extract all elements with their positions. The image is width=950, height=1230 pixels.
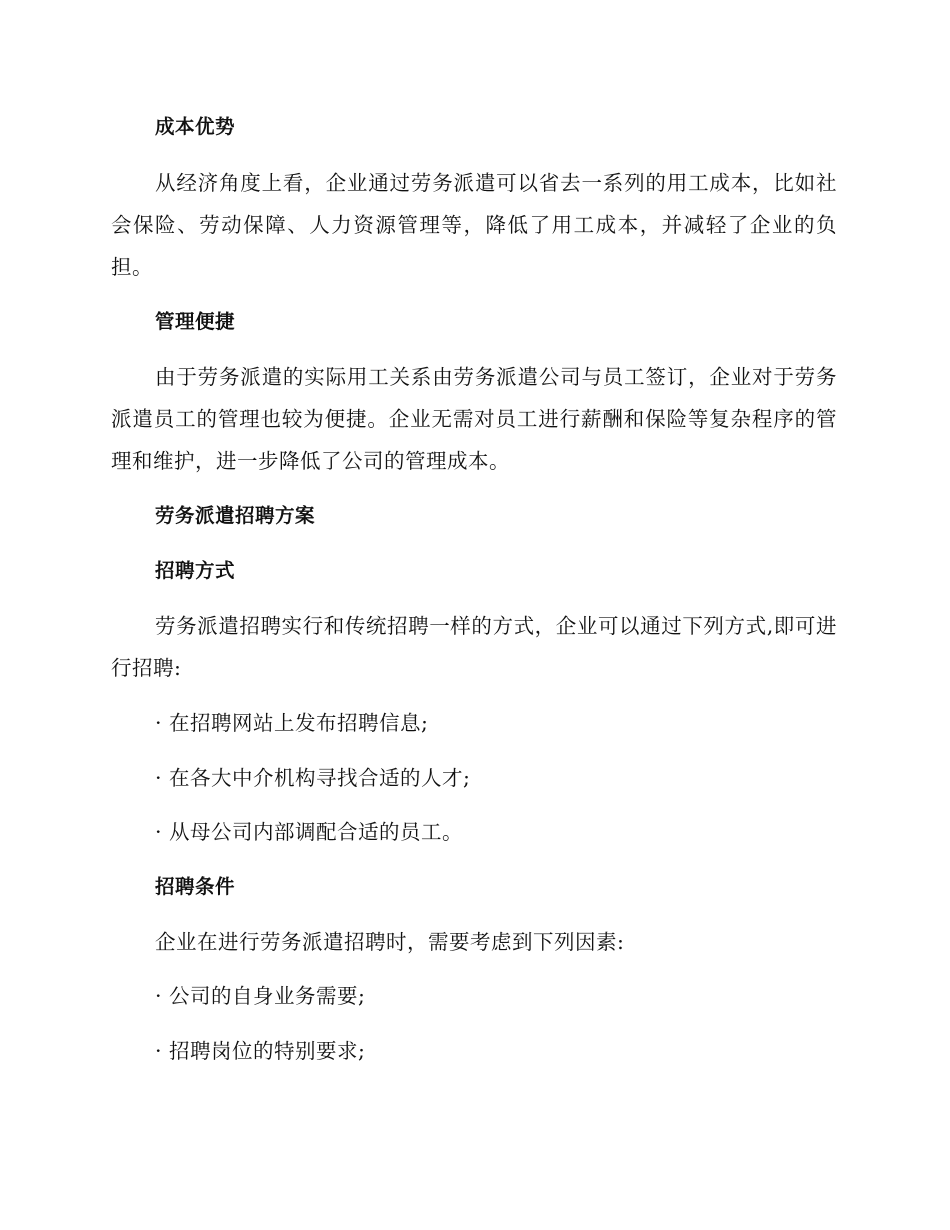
section-heading-management: 管理便捷	[155, 310, 236, 333]
list-item-condition-1: · 公司的自身业务需要;	[155, 984, 366, 1008]
section-heading-plan: 劳务派遣招聘方案	[155, 504, 316, 527]
section-heading-conditions: 招聘条件	[155, 875, 236, 898]
list-item-method-2: · 在各大中介机构寻找合适的人才;	[155, 766, 471, 790]
paragraph-management: 由于劳务派遣的实际用工关系由劳务派遣公司与员工签订，企业对于劳务派遣员工的管理也较为便捷。企业无需对员工进行薪酬和保险等复杂程序的管理和维护，进一步降低了公司的管理成本。	[111, 365, 837, 473]
paragraph-method: 劳务派遣招聘实行和传统招聘一样的方式，企业可以通过下列方式,即可进行招聘:	[111, 614, 837, 680]
list-item-method-3: · 从母公司内部调配合适的员工。	[155, 820, 464, 844]
list-item-method-1: · 在招聘网站上发布招聘信息;	[155, 711, 429, 735]
paragraph-conditions: 企业在进行劳务派遣招聘时，需要考虑到下列因素:	[155, 930, 625, 954]
paragraph-cost: 从经济角度上看，企业通过劳务派遣可以省去一系列的用工成本，比如社会保险、劳动保障、人力资源管理等，降低了用工成本，并减轻了企业的负担。	[111, 171, 837, 279]
section-heading-method: 招聘方式	[155, 559, 236, 582]
section-heading-cost: 成本优势	[155, 115, 236, 138]
list-item-condition-2: · 招聘岗位的特别要求;	[155, 1039, 366, 1063]
